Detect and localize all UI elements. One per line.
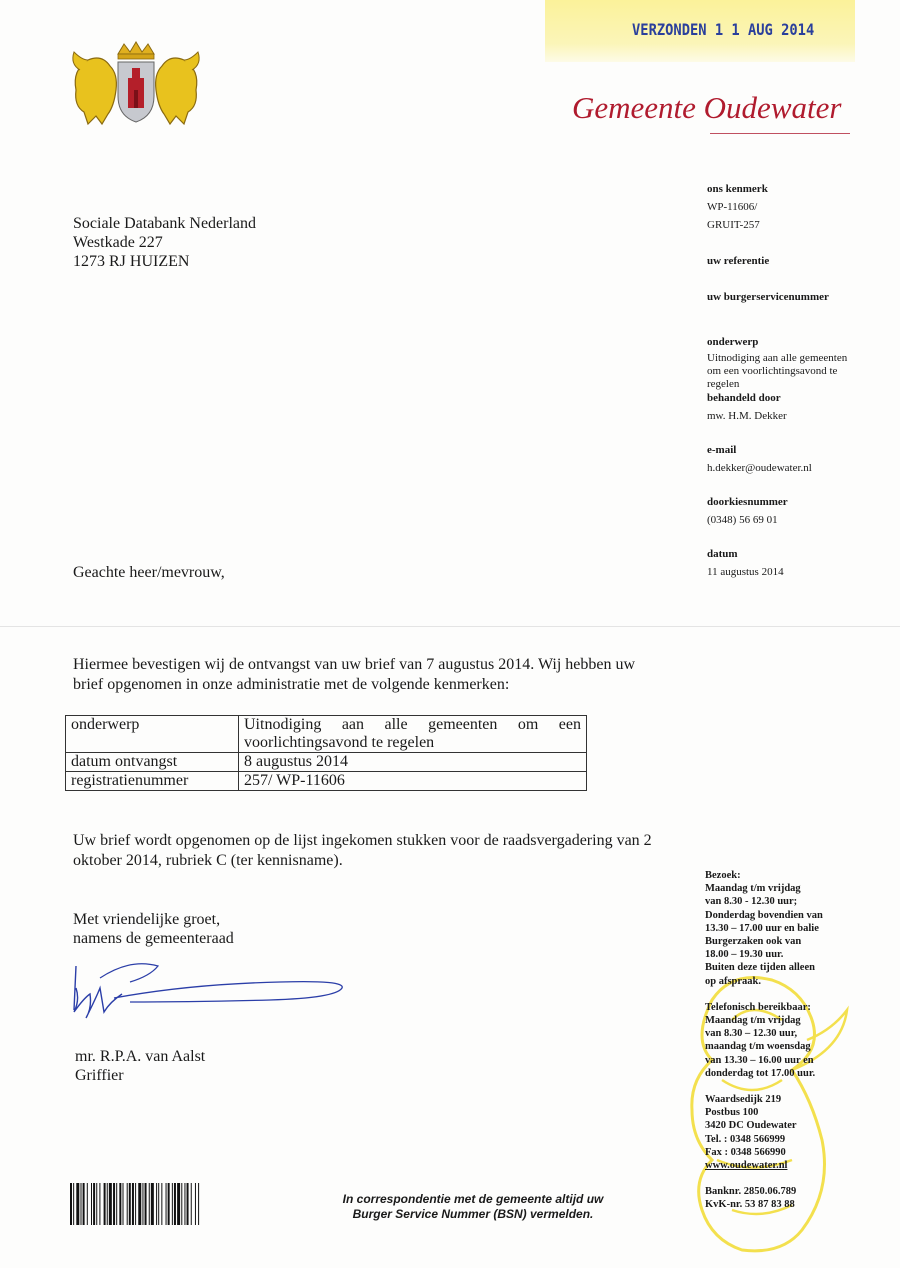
email-label: e-mail bbox=[707, 444, 737, 456]
datum-value: 11 augustus 2014 bbox=[707, 566, 784, 578]
barcode-bar bbox=[116, 1183, 117, 1225]
bezoek-line: Buiten deze tijden alleen bbox=[705, 962, 815, 974]
barcode-bar bbox=[91, 1183, 92, 1225]
address-line: Postbus 100 bbox=[705, 1107, 759, 1119]
barcode-bar bbox=[87, 1183, 88, 1225]
datum-label: datum bbox=[707, 548, 738, 560]
bezoek-line: 13.30 – 17.00 uur en balie bbox=[705, 922, 819, 934]
barcode-bar bbox=[187, 1183, 189, 1225]
signer-title: Griffier bbox=[75, 1067, 124, 1084]
bezoek-line: op afspraak. bbox=[705, 975, 762, 987]
onderwerp-value: Uitnodiging aan alle gemeenten bbox=[707, 352, 848, 364]
barcode-bar bbox=[177, 1183, 180, 1225]
email-value: h.dekker@oudewater.nl bbox=[707, 462, 812, 474]
barcode-bar bbox=[168, 1183, 170, 1225]
contact-column bbox=[705, 869, 895, 1212]
table-key: datum ontvangst bbox=[66, 753, 239, 772]
handwritten-signature bbox=[70, 958, 355, 1026]
website-link[interactable]: www.oudewater.nl bbox=[705, 1160, 788, 1172]
telefonisch-line: Maandag t/m vrijdag bbox=[705, 1015, 801, 1027]
barcode-bar bbox=[81, 1183, 82, 1225]
bezoek-line: van 8.30 - 12.30 uur; bbox=[705, 896, 798, 908]
barcode-bar bbox=[113, 1183, 115, 1225]
table-key: registratienummer bbox=[66, 772, 239, 791]
telefonisch-line: van 13.30 – 16.00 uur en bbox=[705, 1054, 814, 1066]
bsn-notice bbox=[318, 1192, 628, 1222]
municipality-underline bbox=[710, 133, 850, 134]
bezoek-label: Bezoek: bbox=[705, 870, 741, 881]
ons-kenmerk-value: GRUIT-257 bbox=[707, 219, 760, 231]
bsn-notice-line: In correspondentie met de gemeente altijd uw bbox=[342, 1192, 604, 1206]
barcode-bar bbox=[151, 1183, 154, 1225]
barcode-bar bbox=[142, 1183, 143, 1225]
barcode-bar bbox=[174, 1183, 176, 1225]
table-row bbox=[66, 772, 587, 791]
sent-date-stamp: VERZONDEN 1 1 AUG 2014 bbox=[632, 20, 815, 39]
behandeld-door-label: behandeld door bbox=[707, 392, 781, 404]
recipient-line: Sociale Databank Nederland bbox=[73, 215, 257, 232]
barcode-bar bbox=[83, 1183, 85, 1225]
barcode-bar bbox=[129, 1183, 131, 1225]
recipient-line: 1273 RJ HUIZEN bbox=[73, 253, 190, 270]
bezoek-line: 18.00 – 19.30 uur. bbox=[705, 949, 784, 961]
bezoek-line: Maandag t/m vrijdag bbox=[705, 883, 801, 895]
address-line: 3420 DC Oudewater bbox=[705, 1120, 797, 1132]
barcode-bar bbox=[138, 1183, 141, 1225]
barcode bbox=[70, 1183, 302, 1225]
barcode-bar bbox=[104, 1183, 106, 1225]
onderwerp-value: om een voorlichtingsavond te bbox=[707, 365, 838, 377]
barcode-bar bbox=[73, 1183, 74, 1225]
closing-line: Met vriendelijke groet, bbox=[73, 911, 221, 928]
bsn-label: uw burgerservicenummer bbox=[707, 291, 829, 303]
table-key: onderwerp bbox=[66, 716, 239, 753]
barcode-bar bbox=[172, 1183, 173, 1225]
bank-number: Banknr. 2850.06.789 bbox=[705, 1186, 797, 1198]
barcode-bar bbox=[119, 1183, 121, 1225]
telefonisch-line: maandag t/m woensdag bbox=[705, 1041, 811, 1053]
kvk-number: KvK-nr. 53 87 83 88 bbox=[705, 1199, 795, 1211]
doorkiesnummer-label: doorkiesnummer bbox=[707, 496, 788, 508]
barcode-bar bbox=[181, 1183, 182, 1225]
doorkiesnummer-value: (0348) 56 69 01 bbox=[707, 514, 778, 526]
barcode-bar bbox=[191, 1183, 192, 1225]
ons-kenmerk-label: ons kenmerk bbox=[707, 183, 768, 195]
barcode-bar bbox=[166, 1183, 167, 1225]
onderwerp-value: regelen bbox=[707, 378, 740, 390]
barcode-bar bbox=[135, 1183, 136, 1225]
barcode-bar bbox=[158, 1183, 159, 1225]
barcode-bar bbox=[184, 1183, 185, 1225]
barcode-bar bbox=[96, 1183, 97, 1225]
address-line: Waardsedijk 219 bbox=[705, 1094, 782, 1106]
table-row bbox=[66, 753, 587, 772]
barcode-bar bbox=[123, 1183, 124, 1225]
barcode-bar bbox=[161, 1183, 162, 1225]
telefonisch-line: donderdag tot 17.00 uur. bbox=[705, 1067, 816, 1079]
behandeld-door-value: mw. H.M. Dekker bbox=[707, 410, 787, 422]
bezoek-line: Donderdag bovendien van bbox=[705, 909, 823, 921]
telefonisch-line: van 8.30 – 12.30 uur, bbox=[705, 1028, 798, 1040]
bsn-notice-line: Burger Service Nummer (BSN) vermelden. bbox=[352, 1207, 594, 1221]
salutation: Geachte heer/mevrouw, bbox=[73, 564, 225, 581]
phone-line: Tel. : 0348 566999 bbox=[705, 1133, 786, 1145]
recipient-line: Westkade 227 bbox=[73, 234, 163, 251]
uw-referentie-label: uw referentie bbox=[707, 255, 770, 267]
barcode-bar bbox=[107, 1183, 108, 1225]
barcode-bar bbox=[198, 1183, 199, 1225]
fax-line: Fax : 0348 566990 bbox=[705, 1146, 786, 1158]
reference-column bbox=[707, 182, 887, 579]
fold-line bbox=[0, 626, 900, 627]
bezoek-line: Burgerzaken ook van bbox=[705, 936, 802, 948]
recipient-address bbox=[73, 214, 256, 271]
telefonisch-label: Telefonisch bereikbaar: bbox=[705, 1001, 811, 1013]
barcode-bar bbox=[127, 1183, 128, 1225]
barcode-bar bbox=[93, 1183, 95, 1225]
intro-paragraph: Hiermee bevestigen wij de ontvangst van uw brief van 7 augustus 2014. Wij hebben uw brief opgenomen in onze administratie met de volgende kenmerken: bbox=[73, 656, 636, 693]
agenda-paragraph: Uw brief wordt opgenomen op de lijst ingekomen stukken voor de raadsvergadering van 2 oktober 2014, rubriek C (ter kennisname). bbox=[73, 832, 652, 869]
onderwerp-label: onderwerp bbox=[707, 336, 759, 348]
table-value: 8 augustus 2014 bbox=[239, 753, 587, 772]
closing-line: namens de gemeenteraad bbox=[73, 930, 234, 947]
barcode-bar bbox=[70, 1183, 72, 1225]
municipality-name: Gemeente Oudewater bbox=[572, 90, 842, 125]
signer-name: mr. R.P.A. van Aalst bbox=[75, 1048, 206, 1065]
barcode-bar bbox=[109, 1183, 112, 1225]
barcode-bar bbox=[76, 1183, 79, 1225]
coat-of-arms-logo bbox=[66, 40, 206, 128]
table-value: 257/ WP-11606 bbox=[239, 772, 587, 791]
table-row bbox=[66, 716, 587, 753]
signer-block bbox=[75, 1047, 205, 1085]
barcode-bar bbox=[156, 1183, 157, 1225]
registration-table bbox=[65, 715, 587, 791]
barcode-bar bbox=[195, 1183, 196, 1225]
barcode-bar bbox=[99, 1183, 100, 1225]
closing bbox=[73, 910, 234, 948]
barcode-bar bbox=[132, 1183, 134, 1225]
barcode-bar bbox=[149, 1183, 150, 1225]
table-value: Uitnodiging aan alle gemeenten om een voorlichtingsavond te regelen bbox=[239, 716, 587, 753]
ons-kenmerk-value: WP-11606/ bbox=[707, 201, 758, 213]
barcode-bar bbox=[145, 1183, 147, 1225]
